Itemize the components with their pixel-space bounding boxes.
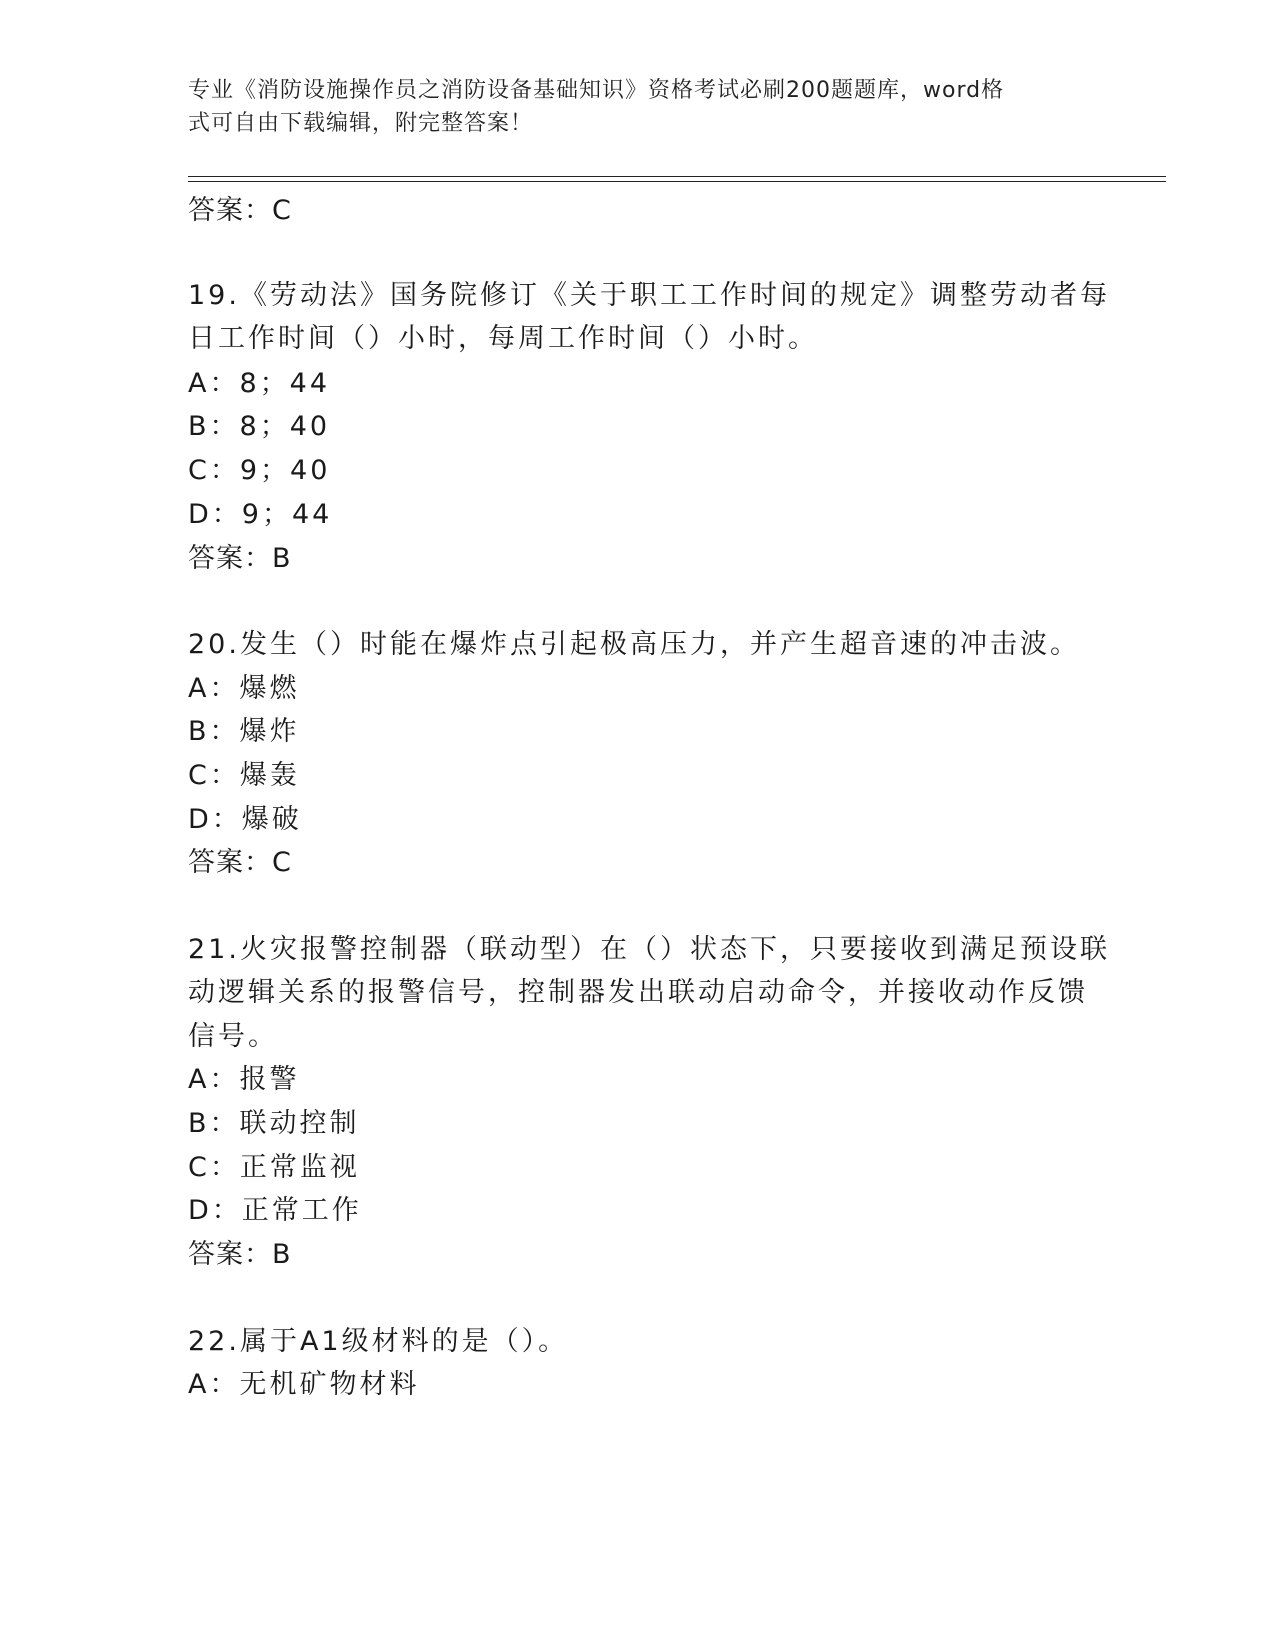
answer-q18: 答案：C <box>188 195 292 226</box>
header-line-2: 式可自由下载编辑，附完整答案！ <box>188 111 534 136</box>
question-19-stem-line-1: 19.《劳动法》国务院修订《关于职工工作时间的规定》调整劳动者每 <box>188 280 1110 311</box>
header-rule-bottom <box>188 181 1166 182</box>
question-21-stem-line-1: 21.火灾报警控制器（联动型）在（）状态下，只要接收到满足预设联 <box>188 934 1110 965</box>
question-19-stem-line-2: 日工作时间（）小时，每周工作时间（）小时。 <box>188 323 818 354</box>
question-21-stem-line-3: 信号。 <box>188 1021 278 1052</box>
question-21-stem-line-2: 动逻辑关系的报警信号，控制器发出联动启动命令，并接收动作反馈 <box>188 977 1088 1008</box>
question-20-option-d: D：爆破 <box>188 804 302 835</box>
question-20-option-c: C：爆轰 <box>188 760 300 791</box>
question-20-option-b: B：爆炸 <box>188 716 300 747</box>
document-header <box>188 74 1088 140</box>
question-20-option-a: A：爆燃 <box>188 673 300 704</box>
question-21-option-d: D：正常工作 <box>188 1195 362 1226</box>
question-19-option-b: B：8；40 <box>188 411 331 442</box>
question-19-option-d: D：9；44 <box>188 499 333 530</box>
question-21-option-c: C：正常监视 <box>188 1152 360 1183</box>
question-21-option-b: B：联动控制 <box>188 1108 360 1139</box>
question-22-stem-line-1: 22.属于A1级材料的是（）。 <box>188 1326 569 1357</box>
question-19-option-a: A：8；44 <box>188 368 331 399</box>
header-line-1: 专业《消防设施操作员之消防设备基础知识》资格考试必刷200题题库，word格 <box>188 78 1005 103</box>
question-20-answer: 答案：C <box>188 847 292 878</box>
question-22-option-a: A：无机矿物材料 <box>188 1369 420 1400</box>
question-21-answer: 答案：B <box>188 1239 292 1270</box>
question-21-option-a: A：报警 <box>188 1064 300 1095</box>
question-20-stem-line-1: 20.发生（）时能在爆炸点引起极高压力，并产生超音速的冲击波。 <box>188 629 1080 660</box>
header-rule-top <box>188 176 1166 177</box>
question-19-option-c: C：9；40 <box>188 455 331 486</box>
question-19-answer: 答案：B <box>188 543 292 574</box>
